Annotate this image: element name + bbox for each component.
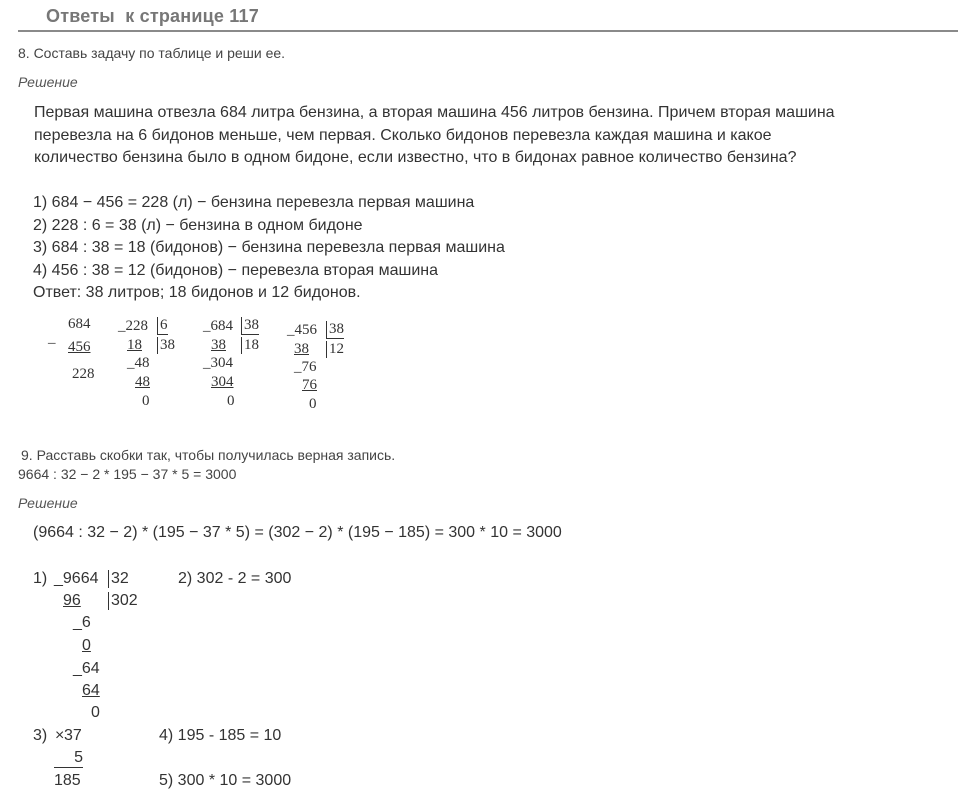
- step-4: 4) 195 - 185 = 10: [159, 727, 282, 744]
- task8-problem: [34, 102, 835, 170]
- step-5: 5) 300 * 10 = 3000: [159, 772, 292, 789]
- subtrahend: 38: [211, 337, 226, 353]
- quotient: 302: [108, 592, 138, 610]
- subtrahend: 38: [294, 341, 309, 357]
- remainder: 0: [309, 396, 317, 412]
- dividend: _228: [118, 318, 148, 334]
- problem-line: количество бензина было в одном бидоне, если известно, что в бидонах равное количество бензина?: [34, 149, 797, 166]
- problem-line: перевезла на 6 бидонов меньше, чем первая. Сколько бидонов перевезла каждая машина и какое: [34, 126, 772, 144]
- task9-heading: 9. Расставь скобки так, чтобы получилась верная запись.: [21, 447, 396, 463]
- difference: 228: [72, 366, 95, 382]
- quotient: 38: [157, 337, 175, 354]
- task8-heading: 8. Составь задачу по таблице и реши ее.: [18, 45, 286, 61]
- page-header: [18, 0, 958, 32]
- remainder: 0: [91, 704, 100, 721]
- minus-sign: _: [48, 330, 56, 346]
- multiply-sign: ×: [55, 727, 65, 744]
- task8-solution-label: Решение: [18, 74, 78, 90]
- quotient: 18: [241, 337, 259, 354]
- quotient: 12: [326, 341, 344, 358]
- dividend: _456: [287, 322, 317, 338]
- divisor: 6: [157, 317, 168, 335]
- task9-answer: (9664 : 32 − 2) * (195 − 37 * 5) = (302 − 2) * (195 − 185) = 300 * 10 = 3000: [33, 524, 562, 541]
- subtrahend: 456: [68, 339, 91, 355]
- divisor: 32: [108, 570, 129, 588]
- task9-solution-label: Решение: [18, 495, 78, 511]
- subtrahend: 76: [302, 377, 317, 393]
- problem-line: Первая машина отвезла 684 литра бензина, а вторая машина 456 литров бензина. Причем вторая машина: [34, 104, 835, 121]
- answer-line: Ответ: 38 литров; 18 бидонов и 12 бидонов.: [33, 284, 361, 301]
- task8-steps: [33, 192, 505, 305]
- dividend: _9664: [54, 570, 99, 587]
- remainder: 0: [142, 393, 150, 409]
- partial-dividend: _76: [294, 359, 317, 375]
- step-line: 2) 228 : 6 = 38 (л) − бензина в одном бидоне: [33, 216, 363, 234]
- partial-dividend: _6: [73, 614, 91, 631]
- remainder: 0: [227, 393, 235, 409]
- step-number: 3): [33, 727, 48, 744]
- product: 185: [54, 772, 81, 789]
- step-line: 3) 684 : 38 = 18 (бидонов) − бензина перевезла первая машина: [33, 239, 505, 256]
- subtrahend: 304: [211, 374, 234, 390]
- divisor: 38: [326, 321, 344, 339]
- partial-dividend: _48: [127, 355, 150, 371]
- subtrahend: 64: [82, 682, 100, 699]
- minuend: 684: [68, 316, 91, 332]
- partial-dividend: _304: [203, 355, 233, 371]
- subtrahend: 48: [135, 374, 150, 390]
- page-title: Ответы к странице 117: [46, 6, 259, 26]
- partial-dividend: _64: [73, 660, 100, 677]
- step-line: 1) 684 − 456 = 228 (л) − бензина перевезла первая машина: [33, 194, 475, 211]
- task9-expression: 9664 : 32 − 2 * 195 − 37 * 5 = 3000: [18, 466, 237, 482]
- step-number: 1): [33, 570, 48, 587]
- step-line: 4) 456 : 38 = 12 (бидонов) − перевезла вторая машина: [33, 261, 439, 279]
- subtrahend: 18: [127, 337, 142, 353]
- subtrahend: 0: [82, 637, 91, 654]
- subtrahend: 96: [63, 592, 81, 609]
- divisor: 38: [241, 317, 259, 335]
- multiplicand: 37: [64, 727, 82, 744]
- dividend: _684: [203, 318, 233, 334]
- multiplier: 5: [54, 749, 83, 768]
- step-2: 2) 302 - 2 = 300: [178, 570, 292, 587]
